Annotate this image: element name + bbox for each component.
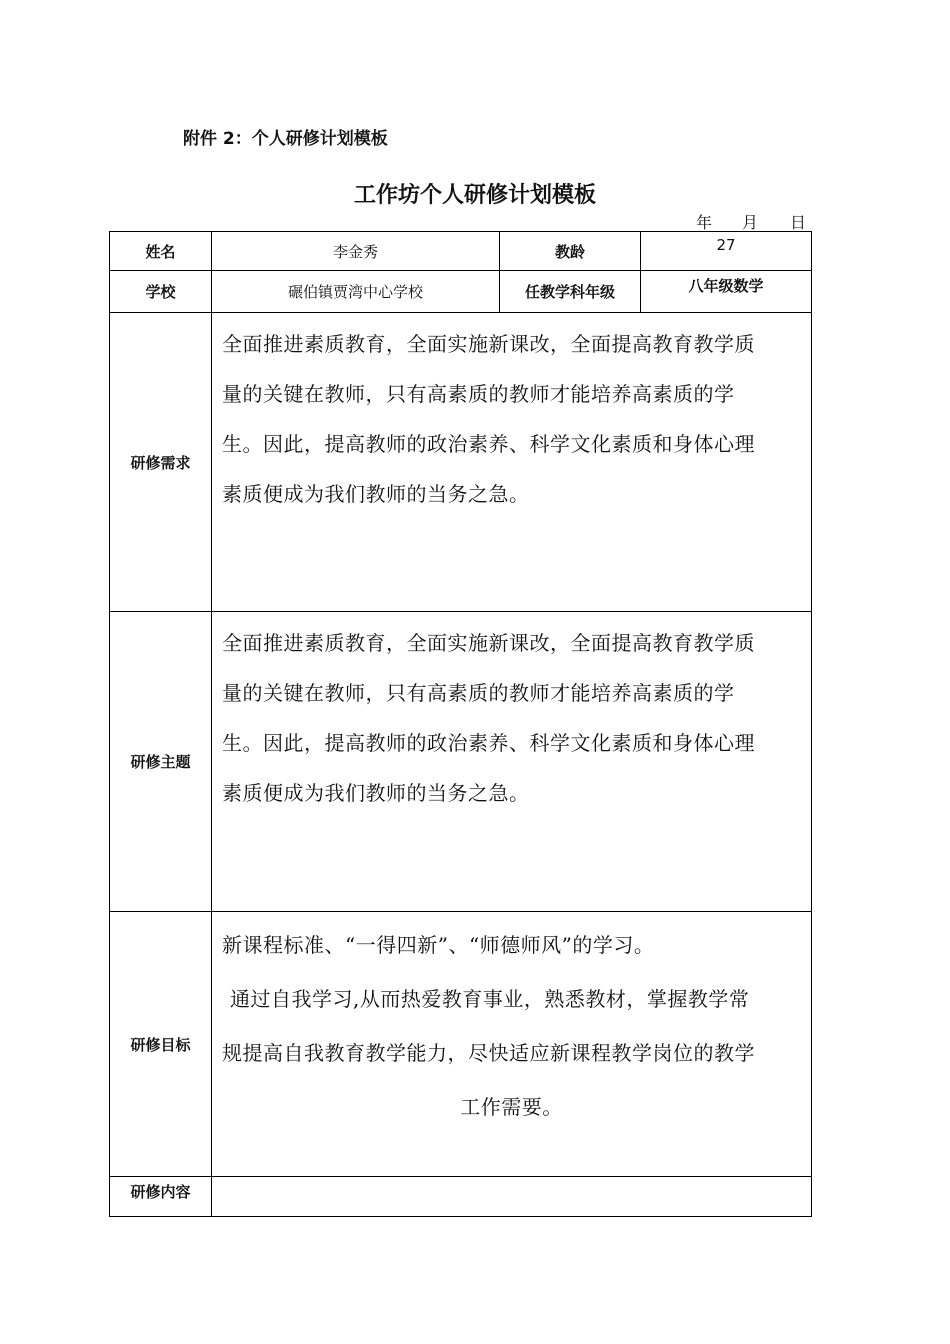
table-row [110, 271, 812, 313]
needs-line: 素质便成为我们教师的当务之急。 [222, 482, 530, 506]
theme-line: 全面推进素质教育，全面实施新课改，全面提高教育教学质 [222, 631, 755, 655]
school-value: 碾伯镇贾湾中心学校 [212, 271, 500, 313]
table-row [110, 1177, 812, 1217]
content-label: 研修内容 [110, 1177, 212, 1217]
table-row [110, 313, 812, 612]
goal-label: 研修目标 [110, 912, 212, 1177]
needs-line: 量的关键在教师，只有高素质的教师才能培养高素质的学 [222, 382, 735, 406]
subject-grade-value: 八年级数学 [641, 271, 812, 313]
date-month-label: 月 [742, 213, 759, 232]
goal-line: 通过自我学习,从而热爱教育事业，熟悉教材，掌握教学常 [230, 987, 750, 1011]
teaching-years-label: 教龄 [500, 232, 641, 271]
table-row [110, 912, 812, 1177]
theme-label: 研修主题 [110, 612, 212, 912]
goal-line: 工作需要。 [460, 1095, 563, 1119]
theme-text [212, 612, 812, 912]
needs-text [212, 313, 812, 612]
goal-text [212, 912, 812, 1177]
goal-line: 新课程标准、“一得四新”、“师德师风”的学习。 [222, 933, 655, 957]
plan-form-table [109, 231, 812, 1217]
table-row [110, 232, 812, 271]
attachment-label: 附件 2：个人研修计划模板 [183, 129, 388, 149]
theme-line: 生。因此，提高教师的政治素养、科学文化素质和身体心理 [222, 731, 755, 755]
theme-line: 素质便成为我们教师的当务之急。 [222, 781, 530, 805]
subject-grade-label: 任教学科年级 [500, 271, 641, 313]
date-day-label: 日 [790, 213, 807, 232]
date-year-label: 年 [696, 213, 713, 232]
name-value: 李金秀 [212, 232, 500, 271]
goal-line: 规提高自我教育教学能力，尽快适应新课程教学岗位的教学 [222, 1041, 755, 1065]
table-row [110, 612, 812, 912]
name-label: 姓名 [110, 232, 212, 271]
teaching-years-value: 27 [641, 232, 812, 271]
needs-line: 生。因此，提高教师的政治素养、科学文化素质和身体心理 [222, 432, 755, 456]
content-value [212, 1177, 812, 1217]
needs-label: 研修需求 [110, 313, 212, 612]
school-label: 学校 [110, 271, 212, 313]
document-title: 工作坊个人研修计划模板 [353, 183, 596, 208]
needs-line: 全面推进素质教育，全面实施新课改，全面提高教育教学质 [222, 332, 755, 356]
theme-line: 量的关键在教师，只有高素质的教师才能培养高素质的学 [222, 681, 735, 705]
